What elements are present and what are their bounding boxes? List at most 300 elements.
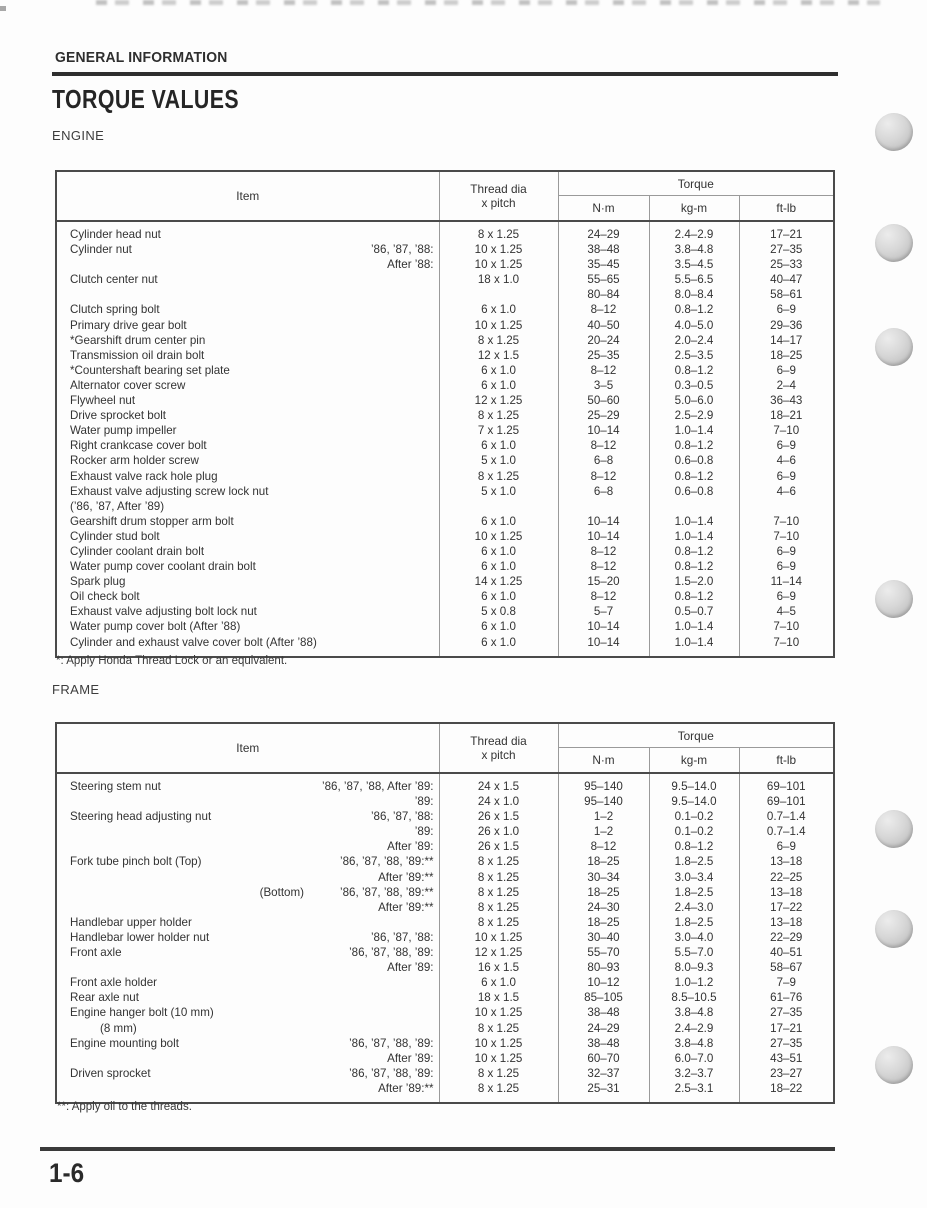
nm-cell: 38–48 [558,1005,649,1020]
item-cell: Engine mounting bolt ’86, ’87, ’88, ’89: [56,1036,439,1051]
column-header-ftlb: ft-lb [739,196,834,222]
thread-cell: 8 x 1.25 [439,854,558,869]
item-cell: After ’89: [56,1051,439,1066]
table-row [56,589,834,604]
ftlb-cell: 4–5 [739,604,834,619]
item-cell: Engine hanger bolt (10 mm) [56,1005,439,1020]
kgm-cell: 2.4–2.9 [649,221,739,242]
kgm-cell: 2.5–2.9 [649,408,739,423]
thread-cell: 6 x 1.0 [439,975,558,990]
kgm-cell: 0.1–0.2 [649,824,739,839]
thread-cell: 18 x 1.0 [439,272,558,287]
item-cell: Clutch spring bolt [56,302,439,317]
nm-cell: 38–48 [558,242,649,257]
nm-cell: 18–25 [558,854,649,869]
ftlb-cell: 17–22 [739,900,834,915]
thread-cell: 10 x 1.25 [439,257,558,272]
kgm-cell: 3.8–4.8 [649,242,739,257]
scan-artifact-top [96,0,880,5]
thread-cell: 10 x 1.25 [439,1005,558,1020]
kgm-cell: 8.0–8.4 [649,287,739,302]
table-row [56,287,834,302]
thread-cell: 10 x 1.25 [439,318,558,333]
kgm-cell: 3.5–4.5 [649,257,739,272]
thread-cell: 18 x 1.5 [439,990,558,1005]
ftlb-cell: 6–9 [739,438,834,453]
item-cell: Exhaust valve rack hole plug [56,469,439,484]
item-cell: ’89: [56,824,439,839]
page-title: TORQUE VALUES [52,84,239,114]
item-cell: Oil check bolt [56,589,439,604]
item-cell: After ’89: [56,839,439,854]
thread-cell: 26 x 1.5 [439,839,558,854]
column-header-item: Item [56,171,439,221]
table-row [56,484,834,514]
kgm-cell: 2.5–3.1 [649,1081,739,1103]
nm-cell: 10–14 [558,514,649,529]
item-cell [56,287,439,302]
ftlb-cell: 13–18 [739,854,834,869]
table-row [56,854,834,869]
kgm-cell: 1.0–1.4 [649,635,739,657]
kgm-cell: 0.8–1.2 [649,469,739,484]
frame-footnote: **: Apply oil to the threads. [57,1101,192,1113]
item-cell: Water pump cover bolt (After ’88) [56,619,439,634]
ftlb-cell: 6–9 [739,363,834,378]
ftlb-cell: 22–25 [739,870,834,885]
nm-cell: 80–93 [558,960,649,975]
kgm-cell: 2.5–3.5 [649,348,739,363]
nm-cell: 24–30 [558,900,649,915]
table-row [56,1081,834,1103]
ftlb-cell: 69–101 [739,773,834,794]
table-row [56,514,834,529]
kgm-cell: 1.0–1.2 [649,975,739,990]
thread-cell: 12 x 1.5 [439,348,558,363]
item-cell: ’89: [56,794,439,809]
item-cell: Steering stem nut ’86, ’87, ’88, After ’89: [56,773,439,794]
table-row [56,257,834,272]
thread-cell: 6 x 1.0 [439,635,558,657]
nm-cell: 8–12 [558,589,649,604]
nm-cell: 25–29 [558,408,649,423]
table-row [56,408,834,423]
thread-cell: 8 x 1.25 [439,1066,558,1081]
nm-cell: 10–12 [558,975,649,990]
ftlb-cell: 7–10 [739,423,834,438]
nm-cell: 8–12 [558,302,649,317]
nm-cell: 25–35 [558,348,649,363]
item-cell: Spark plug [56,574,439,589]
item-cell: Front axle ’86, ’87, ’88, ’89: [56,945,439,960]
nm-cell: 8–12 [558,438,649,453]
item-cell: Driven sprocket ’86, ’87, ’88, ’89: [56,1066,439,1081]
item-cell: Rear axle nut [56,990,439,1005]
nm-cell: 30–40 [558,930,649,945]
ftlb-cell: 61–76 [739,990,834,1005]
table-row [56,559,834,574]
thread-cell: 5 x 0.8 [439,604,558,619]
thread-cell: 12 x 1.25 [439,945,558,960]
column-header-thread: Thread dia x pitch [439,171,558,221]
kgm-cell: 2.4–3.0 [649,900,739,915]
engine-section-label: ENGINE [52,128,105,143]
kgm-cell: 0.8–1.2 [649,559,739,574]
page-number: 1-6 [49,1158,85,1188]
kgm-cell: 1.0–1.4 [649,619,739,634]
binder-hole [875,580,913,618]
table-row [56,635,834,657]
frame-section-label: FRAME [52,682,100,697]
column-header-nm: N·m [558,748,649,774]
item-cell: Exhaust valve adjusting screw lock nut (’86, ’87, After ’89) [56,484,439,514]
kgm-cell: 1.5–2.0 [649,574,739,589]
thread-cell: 8 x 1.25 [439,885,558,900]
nm-cell: 85–105 [558,990,649,1005]
thread-cell: 8 x 1.25 [439,221,558,242]
nm-cell: 40–50 [558,318,649,333]
nm-cell: 10–14 [558,423,649,438]
thread-cell: 6 x 1.0 [439,619,558,634]
item-cell: Primary drive gear bolt [56,318,439,333]
ftlb-cell: 6–9 [739,559,834,574]
item-cell: Cylinder nut ’86, ’87, ’88: [56,242,439,257]
ftlb-cell: 18–21 [739,408,834,423]
kgm-cell: 8.0–9.3 [649,960,739,975]
item-cell: Cylinder head nut [56,221,439,242]
table-row [56,438,834,453]
nm-cell: 10–14 [558,529,649,544]
ftlb-cell: 69–101 [739,794,834,809]
item-cell: Clutch center nut [56,272,439,287]
ftlb-cell: 17–21 [739,221,834,242]
table-row [56,870,834,885]
item-cell: Transmission oil drain bolt [56,348,439,363]
thread-cell: 10 x 1.25 [439,1036,558,1051]
nm-cell: 1–2 [558,824,649,839]
item-cell: Exhaust valve adjusting bolt lock nut [56,604,439,619]
nm-cell: 95–140 [558,773,649,794]
thread-cell: 8 x 1.25 [439,469,558,484]
kgm-cell: 0.6–0.8 [649,484,739,514]
ftlb-cell: 25–33 [739,257,834,272]
thread-cell: 10 x 1.25 [439,1051,558,1066]
thread-cell: 8 x 1.25 [439,1021,558,1036]
nm-cell: 3–5 [558,378,649,393]
thread-cell: 8 x 1.25 [439,915,558,930]
thread-cell: 10 x 1.25 [439,529,558,544]
ftlb-cell: 13–18 [739,915,834,930]
nm-cell: 18–25 [558,915,649,930]
ftlb-cell: 27–35 [739,1005,834,1020]
kgm-cell: 0.8–1.2 [649,839,739,854]
thread-cell: 24 x 1.5 [439,773,558,794]
table-row [56,990,834,1005]
kgm-cell: 0.1–0.2 [649,809,739,824]
ftlb-cell: 17–21 [739,1021,834,1036]
thread-cell: 14 x 1.25 [439,574,558,589]
kgm-cell: 0.8–1.2 [649,438,739,453]
ftlb-cell: 7–9 [739,975,834,990]
nm-cell: 20–24 [558,333,649,348]
thread-cell: 10 x 1.25 [439,242,558,257]
engine-footnote: *: Apply Honda Thread Lock or an equivalent. [56,655,288,667]
nm-cell: 32–37 [558,1066,649,1081]
ftlb-cell: 43–51 [739,1051,834,1066]
nm-cell: 10–14 [558,635,649,657]
ftlb-cell: 58–67 [739,960,834,975]
item-cell: Rocker arm holder screw [56,453,439,468]
nm-cell: 35–45 [558,257,649,272]
table-row [56,221,834,242]
ftlb-cell: 4–6 [739,453,834,468]
item-cell: (8 mm) [56,1021,439,1036]
ftlb-cell: 29–36 [739,318,834,333]
table-row [56,529,834,544]
table-row [56,453,834,468]
nm-cell: 30–34 [558,870,649,885]
column-header-nm: N·m [558,196,649,222]
ftlb-cell: 18–22 [739,1081,834,1103]
ftlb-cell: 14–17 [739,333,834,348]
ftlb-cell: 23–27 [739,1066,834,1081]
kgm-cell: 0.6–0.8 [649,453,739,468]
item-cell: Gearshift drum stopper arm bolt [56,514,439,529]
item-cell: *Countershaft bearing set plate [56,363,439,378]
ftlb-cell: 7–10 [739,635,834,657]
nm-cell: 38–48 [558,1036,649,1051]
thread-cell: 8 x 1.25 [439,408,558,423]
table-row [56,945,834,960]
kgm-cell: 0.8–1.2 [649,544,739,559]
item-cell: Right crankcase cover bolt [56,438,439,453]
kgm-cell: 1.0–1.4 [649,423,739,438]
thread-cell: 6 x 1.0 [439,438,558,453]
binder-hole [875,224,913,262]
table-row [56,915,834,930]
item-cell: After ’89:** [56,1081,439,1103]
scan-artifact-speck [0,6,6,11]
ftlb-cell: 6–9 [739,589,834,604]
thread-cell: 6 x 1.0 [439,589,558,604]
table-row [56,348,834,363]
table-row [56,604,834,619]
item-cell: Cylinder coolant drain bolt [56,544,439,559]
item-cell: Water pump cover coolant drain bolt [56,559,439,574]
ftlb-cell: 27–35 [739,1036,834,1051]
ftlb-cell: 58–61 [739,287,834,302]
section-header: GENERAL INFORMATION [55,50,228,66]
nm-cell: 8–12 [558,559,649,574]
item-cell: Fork tube pinch bolt (Top) ’86, ’87, ’88, ’89:** [56,854,439,869]
kgm-cell: 0.3–0.5 [649,378,739,393]
footer-rule [40,1147,835,1151]
item-cell: After ’89:** [56,870,439,885]
column-header-kgm: kg-m [649,748,739,774]
table-row [56,242,834,257]
nm-cell: 55–65 [558,272,649,287]
nm-cell: 95–140 [558,794,649,809]
kgm-cell: 1.0–1.4 [649,529,739,544]
kgm-cell: 8.5–10.5 [649,990,739,1005]
kgm-cell: 2.4–2.9 [649,1021,739,1036]
ftlb-cell: 7–10 [739,529,834,544]
ftlb-cell: 2–4 [739,378,834,393]
ftlb-cell: 18–25 [739,348,834,363]
binder-hole [875,113,913,151]
kgm-cell: 1.8–2.5 [649,854,739,869]
item-cell: Drive sprocket bolt [56,408,439,423]
ftlb-cell: 6–9 [739,839,834,854]
nm-cell: 18–25 [558,885,649,900]
table-row [56,272,834,287]
ftlb-cell: 6–9 [739,302,834,317]
kgm-cell: 9.5–14.0 [649,794,739,809]
ftlb-cell: 0.7–1.4 [739,809,834,824]
ftlb-cell: 7–10 [739,514,834,529]
ftlb-cell: 22–29 [739,930,834,945]
kgm-cell: 3.2–3.7 [649,1066,739,1081]
kgm-cell: 5.0–6.0 [649,393,739,408]
item-cell: Water pump impeller [56,423,439,438]
kgm-cell: 5.5–7.0 [649,945,739,960]
nm-cell: 50–60 [558,393,649,408]
item-cell: Alternator cover screw [56,378,439,393]
item-cell: Cylinder and exhaust valve cover bolt (After ’88) [56,635,439,657]
table-row [56,1005,834,1020]
item-cell: After ’89:** [56,900,439,915]
thread-cell: 8 x 1.25 [439,900,558,915]
binder-hole [875,328,913,366]
kgm-cell: 3.8–4.8 [649,1005,739,1020]
nm-cell: 10–14 [558,619,649,634]
ftlb-cell: 40–51 [739,945,834,960]
kgm-cell: 1.0–1.4 [649,514,739,529]
nm-cell: 8–12 [558,469,649,484]
ftlb-cell: 36–43 [739,393,834,408]
nm-cell: 24–29 [558,221,649,242]
thread-cell: 5 x 1.0 [439,484,558,514]
thread-cell: 26 x 1.0 [439,824,558,839]
table-row [56,773,834,794]
column-header-thread: Thread dia x pitch [439,723,558,773]
table-row [56,1066,834,1081]
nm-cell: 60–70 [558,1051,649,1066]
table-row [56,393,834,408]
ftlb-cell: 40–47 [739,272,834,287]
thread-cell: 8 x 1.25 [439,1081,558,1103]
table-row [56,318,834,333]
ftlb-cell: 11–14 [739,574,834,589]
ftlb-cell: 7–10 [739,619,834,634]
kgm-cell: 0.8–1.2 [649,363,739,378]
nm-cell: 8–12 [558,363,649,378]
kgm-cell: 6.0–7.0 [649,1051,739,1066]
kgm-cell: 0.5–0.7 [649,604,739,619]
kgm-cell: 1.8–2.5 [649,885,739,900]
nm-cell: 25–31 [558,1081,649,1103]
ftlb-cell: 6–9 [739,469,834,484]
table-row [56,885,834,900]
nm-cell: 6–8 [558,453,649,468]
thread-cell [439,287,558,302]
nm-cell: 55–70 [558,945,649,960]
thread-cell: 6 x 1.0 [439,514,558,529]
kgm-cell: 1.8–2.5 [649,915,739,930]
item-cell: Handlebar lower holder nut ’86, ’87, ’88: [56,930,439,945]
kgm-cell: 5.5–6.5 [649,272,739,287]
column-header-item: Item [56,723,439,773]
column-header-ftlb: ft-lb [739,748,834,774]
ftlb-cell: 4–6 [739,484,834,514]
item-cell: Front axle holder [56,975,439,990]
item-cell: Flywheel nut [56,393,439,408]
column-header-torque: Torque [558,723,834,748]
header-rule [52,72,838,76]
thread-cell: 8 x 1.25 [439,333,558,348]
kgm-cell: 2.0–2.4 [649,333,739,348]
table-row [56,839,834,854]
binder-hole [875,1046,913,1084]
nm-cell: 8–12 [558,839,649,854]
table-row [56,333,834,348]
table-row [56,619,834,634]
table-row [56,1036,834,1051]
nm-cell: 6–8 [558,484,649,514]
thread-cell: 6 x 1.0 [439,544,558,559]
item-cell: (Bottom) ’86, ’87, ’88, ’89:** [56,885,439,900]
item-cell: Cylinder stud bolt [56,529,439,544]
ftlb-cell: 6–9 [739,544,834,559]
thread-cell: 26 x 1.5 [439,809,558,824]
nm-cell: 15–20 [558,574,649,589]
thread-cell: 6 x 1.0 [439,302,558,317]
nm-cell: 80–84 [558,287,649,302]
table-row [56,975,834,990]
nm-cell: 8–12 [558,544,649,559]
ftlb-cell: 13–18 [739,885,834,900]
thread-cell: 16 x 1.5 [439,960,558,975]
thread-cell: 8 x 1.25 [439,870,558,885]
binder-hole [875,910,913,948]
table-row [56,960,834,975]
table-row [56,423,834,438]
binder-hole [875,810,913,848]
table-row [56,574,834,589]
item-cell: After ’89: [56,960,439,975]
thread-cell: 6 x 1.0 [439,363,558,378]
nm-cell: 5–7 [558,604,649,619]
thread-cell: 7 x 1.25 [439,423,558,438]
kgm-cell: 3.0–4.0 [649,930,739,945]
table-row [56,824,834,839]
table-row [56,363,834,378]
kgm-cell: 0.8–1.2 [649,302,739,317]
ftlb-cell: 27–35 [739,242,834,257]
table-row [56,469,834,484]
item-cell: Handlebar upper holder [56,915,439,930]
kgm-cell: 3.0–3.4 [649,870,739,885]
column-header-kgm: kg-m [649,196,739,222]
kgm-cell: 3.8–4.8 [649,1036,739,1051]
table-row [56,1051,834,1066]
table-row [56,809,834,824]
ftlb-cell: 0.7–1.4 [739,824,834,839]
item-cell: *Gearshift drum center pin [56,333,439,348]
thread-cell: 12 x 1.25 [439,393,558,408]
column-header-torque: Torque [558,171,834,196]
table-row [56,378,834,393]
